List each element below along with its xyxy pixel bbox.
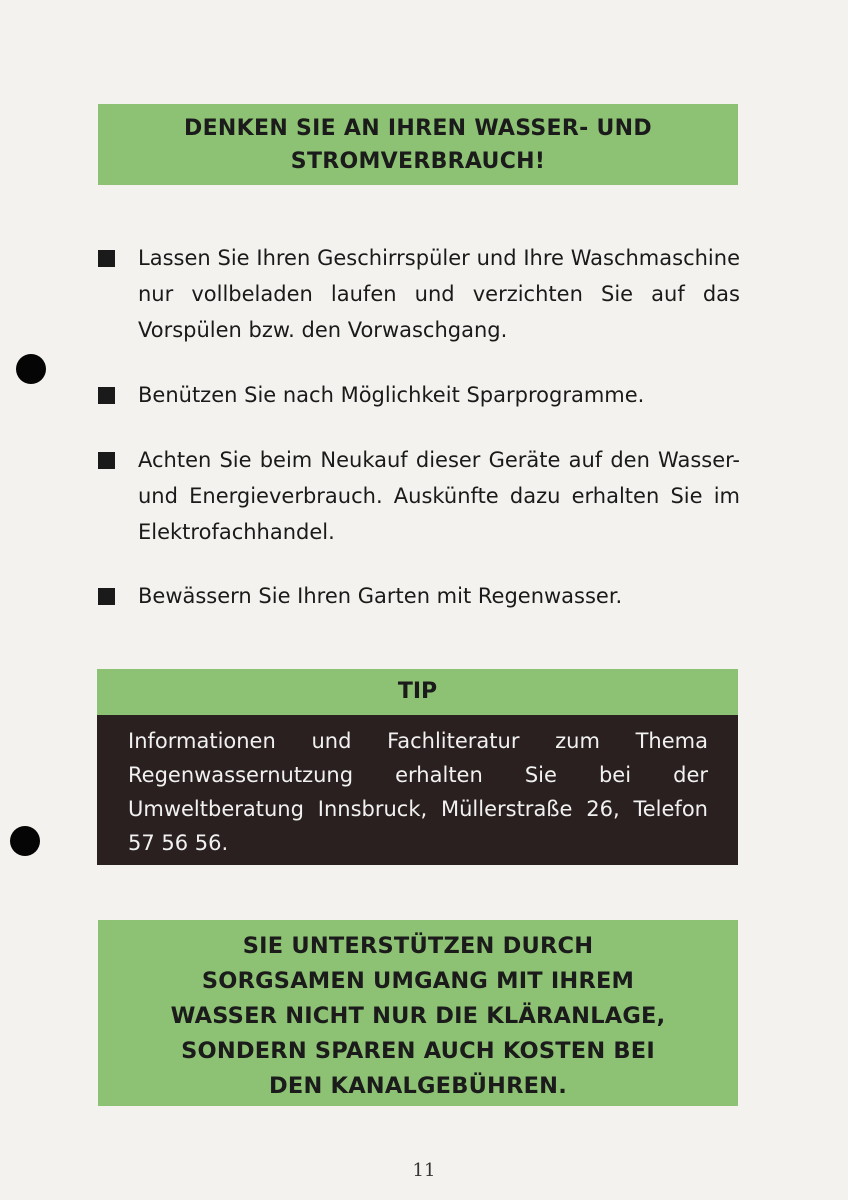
list-item	[98, 377, 740, 413]
heading-line-1: DENKEN SIE AN IHREN WASSER- UND	[184, 116, 652, 141]
list-item	[98, 578, 740, 614]
square-bullet-icon	[98, 250, 115, 267]
tip-title: TIP	[97, 669, 738, 715]
tip-box	[97, 669, 738, 865]
closing-line-4: SONDERN SPAREN AUCH KOSTEN BEI	[181, 1038, 655, 1064]
closing-line-3: WASSER NICHT NUR DIE KLÄRANLAGE,	[170, 1003, 666, 1029]
closing-line-5: DEN KANALGEBÜHREN.	[269, 1073, 567, 1099]
list-item-text: Benützen Sie nach Möglichkeit Sparprogramme.	[138, 383, 645, 407]
closing-line-2: SORGSAMEN UMGANG MIT IHREM	[201, 968, 635, 994]
list-item-text: Bewässern Sie Ihren Garten mit Regenwasser.	[138, 584, 623, 608]
square-bullet-icon	[98, 452, 115, 469]
square-bullet-icon	[98, 588, 115, 605]
heading-box	[98, 104, 738, 185]
punch-hole-bottom	[10, 826, 40, 856]
closing-line-1: SIE UNTERSTÜTZEN DURCH	[242, 933, 594, 959]
list-item-text: Lassen Sie Ihren Geschirrspüler und Ihre Waschmaschine nur vollbeladen laufen und verzichten Sie auf das Vorspülen bzw. den Vorwaschgang.	[138, 246, 740, 342]
page-number: 11	[412, 1160, 436, 1181]
tip-text: Informationen und Fachliteratur zum Thema Regenwassernutzung erhalten Sie bei der Umweltberatung Innsbruck, Müllerstraße 26, Telefon 57 56 56.	[97, 715, 738, 865]
closing-box	[98, 920, 738, 1106]
list-item-text: Achten Sie beim Neukauf dieser Geräte auf den Wasser- und Energieverbrauch. Auskünfte dazu erhalten Sie im Elektrofachhandel.	[138, 448, 740, 544]
square-bullet-icon	[98, 387, 115, 404]
list-item	[98, 240, 740, 348]
tips-list	[98, 240, 740, 614]
punch-hole-top	[16, 354, 46, 384]
list-item	[98, 442, 740, 550]
heading-line-2: STROMVERBRAUCH!	[290, 149, 546, 174]
